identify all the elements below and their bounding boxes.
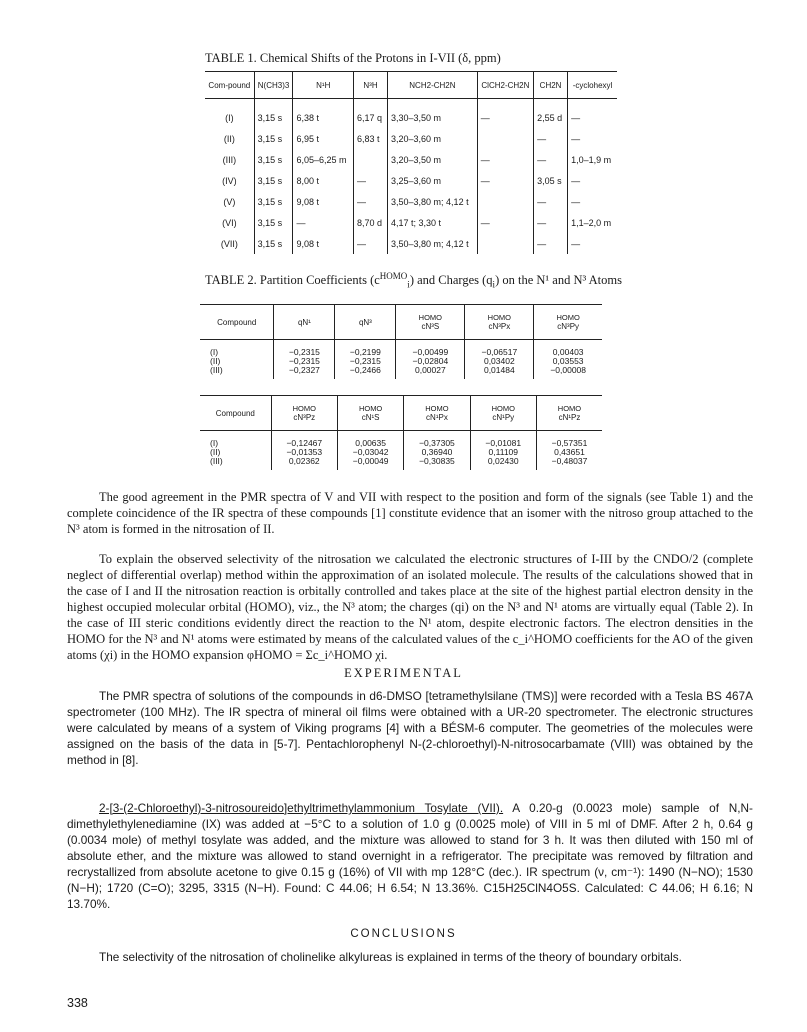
paragraph-pmr-agreement: The good agreement in the PMR spectra of V and VII with respect to the position and form of the signals (see Table 1) and the complete coincidence of the IR spectra of these compounds [1] constitute evidence that an isomer with the nitroso group attached to the N³ atom is formed in the nitrosation of II. (67, 490, 753, 536)
paragraph-conclusion: The selectivity of the nitrosation of cholinelike alkylureas is explained in terms of the theory of boundary orbitals. (99, 950, 682, 964)
table1-row (205, 191, 617, 212)
table1-cell: 9,08 t (293, 233, 354, 254)
table1-cell: 6,17 q (354, 99, 388, 129)
table1-header-cell: ClCH2-CH2N (477, 72, 533, 99)
table1-cell: 3,05 s (534, 170, 568, 191)
table1-cell: — (534, 212, 568, 233)
table1-cell: 9,08 t (293, 191, 354, 212)
part1-header-cell: Compound (200, 305, 274, 340)
table1-cell: 3,15 s (254, 233, 293, 254)
table1-header-cell: -cyclohexyl (568, 72, 617, 99)
table1-row (205, 212, 617, 233)
table1-cell: — (477, 149, 533, 170)
table1-header-cell: Com-pound (205, 72, 254, 99)
table2-part1-header (200, 305, 602, 340)
table1-cell: — (477, 170, 533, 191)
table1-row (205, 149, 617, 170)
table1-cell: 6,05–6,25 m (293, 149, 354, 170)
part2-value-cell: −0,57351 0,43651 −0,48037 (536, 431, 602, 471)
table1-chemical-shifts (205, 71, 617, 254)
part1-value-cell: −0,2199 −0,2315 −0,2466 (335, 340, 396, 380)
part2-value-cell: −0,01081 0,11109 0,02430 (470, 431, 536, 471)
table1-compound-cell: (III) (222, 154, 237, 165)
table1-cell: 3,15 s (254, 99, 293, 129)
table1-cell: 1,0–1,9 m (568, 149, 617, 170)
table1-row (205, 99, 617, 129)
part1-header-cell: qN³ (335, 305, 396, 340)
table1-cell: 3,15 s (254, 191, 293, 212)
table1-row (205, 170, 617, 191)
table1-cell: 6,83 t (354, 128, 388, 149)
section-heading-experimental: EXPERIMENTAL (344, 666, 463, 680)
table1-cell: — (354, 233, 388, 254)
table1-compound-cell: (VI) (222, 217, 237, 228)
part1-value-cell: 0,00403 0,03553 −0,00008 (534, 340, 602, 380)
part1-header-cell: HOMO cN³Py (534, 305, 602, 340)
table1-cell: 3,20–3,60 m (388, 128, 478, 149)
table1-cell: — (568, 170, 617, 191)
part1-header-cell: HOMO cN³Px (465, 305, 534, 340)
compound-title: 2-[3-(2-Chloroethyl)-3-nitrosoureido]ethyltrimethylammonium Tosylate (VII). (99, 801, 504, 815)
part2-header-cell: HOMO cN¹S (337, 396, 403, 431)
table1-cell: 3,15 s (254, 128, 293, 149)
table2-part2-header (200, 396, 602, 431)
part2-value-cell: 0,00635 −0,03042 −0,00049 (337, 431, 403, 471)
table1-header-cell: NCH2-CH2N (388, 72, 478, 99)
part2-header-cell: HOMO cN¹Pz (536, 396, 602, 431)
table1-cell (354, 149, 388, 170)
part2-value-cell: −0,37305 0,36940 −0,30835 (404, 431, 470, 471)
table1-cell: 1,1–2,0 m (568, 212, 617, 233)
table1-cell: — (568, 128, 617, 149)
part1-header-cell: qN¹ (274, 305, 335, 340)
table1-header-cell: N³H (354, 72, 388, 99)
part2-header-cell: HOMO cN¹Px (404, 396, 470, 431)
page-number: 338 (67, 996, 88, 1010)
table1-cell: — (534, 149, 568, 170)
table1-cell: 8,00 t (293, 170, 354, 191)
table1-compound-cell: (I) (225, 112, 234, 123)
table1-cell: — (354, 191, 388, 212)
part1-value-cell: −0,00499 −0,02804 0,00027 (396, 340, 465, 380)
table1-header-cell: CH2N (534, 72, 568, 99)
table1-cell: 4,17 t; 3,30 t (388, 212, 478, 233)
table1-compound-cell: (VII) (220, 238, 238, 249)
table1-cell: 3,30–3,50 m (388, 99, 478, 129)
table1-cell: — (354, 170, 388, 191)
table1-header-cell: N¹H (293, 72, 354, 99)
synthesis-body: A 0.20-g (0.0023 mole) sample of N,N-dimethylethylenediamine (IX) was added at −5°C to a solution of 1.0 g (0.0025 mole) of VIII in 5 ml of DMF. After 2 h, 0.64 g (0.0034 mole) of methyl tosylate was added, and the mixture was allowed to stand for 3 h. It was then diluted with 150 ml of absolute ether, and the mixture was allowed to stand overnight in a refrigerator. The precipitate was removed by filtration and recrystallized from absolute acetone to give 0.15 g (16%) of VII with mp 128°C (dec.). IR spectrum (ν, cm⁻¹): 1490 (N−NO); 1530 (N−H); 1720 (C=O); 3295, 3315 (N−H). Found: C 44.06; H 6.54; N 13.36%. C15H25ClN4O5S. Calculated: C 44.06; H 6.16; N 13.70%. (67, 801, 753, 911)
table1-cell: 3,15 s (254, 149, 293, 170)
table1-cell: 3,20–3,50 m (388, 149, 478, 170)
table1-cell: 8,70 d (354, 212, 388, 233)
table1-header-row (205, 72, 617, 99)
table1-cell: 3,50–3,80 m; 4,12 t (388, 233, 478, 254)
table1-header-cell: N(CH3)3 (254, 72, 293, 99)
part2-header-cell: HOMO cN³Pz (271, 396, 337, 431)
table1-cell: 2,55 d (534, 99, 568, 129)
table1-caption: TABLE 1. Chemical Shifts of the Protons in I-VII (δ, ppm) (205, 51, 501, 65)
table1-compound-cell: (II) (223, 133, 235, 144)
table2-part2-data-row (200, 431, 602, 471)
table1-cell: 3,15 s (254, 170, 293, 191)
table2-part1 (200, 304, 602, 379)
part1-value-cell: −0,2315 −0,2315 −0,2327 (274, 340, 335, 380)
part1-compound-cell: (I) (II) (III) (210, 347, 223, 375)
table1-cell (477, 128, 533, 149)
paragraph-methods: The PMR spectra of solutions of the compounds in d6-DMSO [tetramethylsilane (TMS)] were recorded with a Tesla BS 467A spectrometer (100 MHz). The IR spectra of mineral oil films were obtained with a UR-20 spectrometer. The electronic structures were calculated by means of a system of Viking programs [4] with a BÉSM-6 computer. The geometries of the molecules were assigned on the basis of the data in [5-7]. Pentachlorophenyl N-(2-chloroethyl)-N-nitrosocarbamate (VIII) was obtained by the method in [8]. (67, 689, 753, 767)
table2-part1-data-row (200, 340, 602, 380)
table1-cell: — (534, 233, 568, 254)
table1-cell: 6,95 t (293, 128, 354, 149)
table1-row (205, 128, 617, 149)
table1-cell: — (477, 99, 533, 129)
table1-cell: — (568, 233, 617, 254)
table1-cell: — (477, 212, 533, 233)
table1-cell: — (293, 212, 354, 233)
table1-cell: — (534, 191, 568, 212)
table1-compound-cell: (V) (223, 196, 236, 207)
table1-cell (477, 191, 533, 212)
paragraph-synthesis (67, 800, 753, 912)
table1-row (205, 233, 617, 254)
part2-header-cell: HOMO cN¹Py (470, 396, 536, 431)
table1-cell: — (568, 191, 617, 212)
table1-cell: — (568, 99, 617, 129)
part1-header-cell: HOMO cN³S (396, 305, 465, 340)
part2-header-cell: Compound (200, 396, 271, 431)
table1-cell: 3,50–3,80 m; 4,12 t (388, 191, 478, 212)
section-heading-conclusions: CONCLUSIONS (350, 928, 457, 940)
part2-value-cell: −0,12467 −0,01353 0,02362 (271, 431, 337, 471)
part1-value-cell: −0,06517 0,03402 0,01484 (465, 340, 534, 380)
paragraph-selectivity-explanation: To explain the observed selectivity of the nitrosation we calculated the electronic structures of I-III by the CNDO/2 (complete neglect of differential overlap) method within the approximation of an isolated molecule. The results of the calculations showed that in the case of I and II the nitrosation reaction is orbitally controlled and takes place at the site of the highest partial electron density in the highest occupied molecular orbital (HOMO), viz., the N³ atom; the charges (qi) on the N³ and N¹ atoms are virtually equal (Table 2). In the case of III steric conditions evidently direct the reaction to the N¹ atom, despite electronic factors. The electron densities in the HOMO for the N³ and N¹ atoms were estimated by means of the calculated values of the c_i^HOMO coefficients for the AO of the given atoms (χi) in the HOMO expansion φHOMO = Σc_i^HOMO χi. (67, 552, 753, 662)
table1-compound-cell: (IV) (222, 175, 237, 186)
part2-compound-cell: (I) (II) (III) (210, 438, 223, 466)
table1-cell: — (534, 128, 568, 149)
table2-caption: TABLE 2. Partition Coefficients $(c^{HOMO}_i)$ and Charges $(q_i)$ on the N¹ and N³ Atoms (205, 271, 622, 290)
table1-cell: 3,15 s (254, 212, 293, 233)
table2-part2 (200, 395, 602, 470)
table1-cell: 3,25–3,60 m (388, 170, 478, 191)
table1-cell: 6,38 t (293, 99, 354, 129)
table1-cell (477, 233, 533, 254)
